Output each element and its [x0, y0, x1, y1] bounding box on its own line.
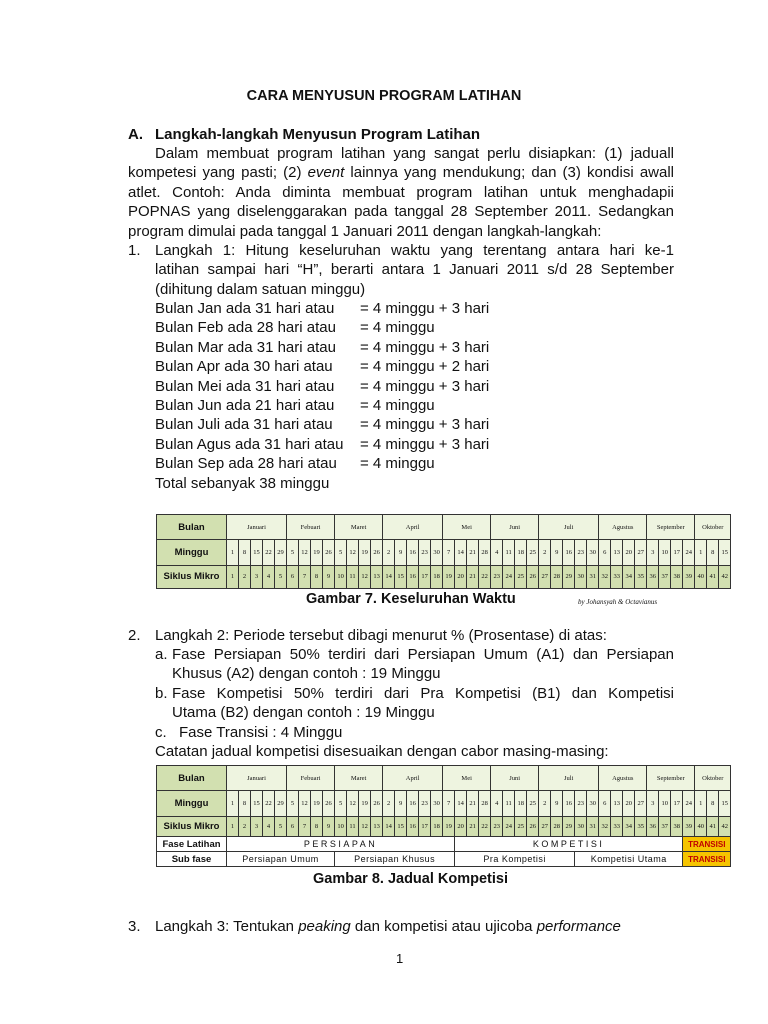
week-cell: 16 — [407, 540, 419, 565]
step1-number: 1. — [128, 242, 141, 259]
step2-item-line — [155, 684, 674, 703]
step2-line: Langkah 2: Periode tersebut dibagi menurut % (Prosentase) di atas: — [155, 627, 607, 644]
micro-cycle-cell: 41 — [707, 565, 719, 588]
micro-cycle-cell: 4 — [263, 565, 275, 588]
week-cell: 4 — [491, 540, 503, 565]
row-label-minggu: Minggu — [157, 791, 227, 816]
week-cell: 2 — [383, 791, 395, 816]
micro-cycle-cell: 7 — [299, 816, 311, 837]
micro-cycle-cell: 13 — [371, 565, 383, 588]
month-header: Agustus — [599, 766, 647, 791]
week-cell: 19 — [311, 540, 323, 565]
micro-cycle-cell: 34 — [623, 565, 635, 588]
micro-cycle-cell: 24 — [503, 816, 515, 837]
week-cell: 13 — [611, 540, 623, 565]
row-label-fase: Fase Latihan — [157, 837, 227, 852]
month-row — [155, 377, 575, 396]
week-cell: 2 — [383, 540, 395, 565]
micro-cycle-cell: 10 — [335, 816, 347, 837]
week-cell: 12 — [347, 791, 359, 816]
micro-cycle-cell: 1 — [227, 565, 239, 588]
micro-cycle-cell: 37 — [659, 565, 671, 588]
micro-cycle-cell: 33 — [611, 565, 623, 588]
micro-cycle-cell: 14 — [383, 565, 395, 588]
week-cell: 16 — [563, 540, 575, 565]
step1-line-1: Langkah 1: Hitung keseluruhan waktu yang terentang antara hari ke-1 — [155, 242, 674, 259]
month-weeks: = 4 minggu — [360, 455, 435, 473]
month-row — [155, 299, 575, 318]
para-line-3: atlet. Contoh: Anda diminta membuat program latihan untuk menghadapii — [128, 183, 674, 201]
month-weeks: = 4 minggu + 3 hari — [360, 416, 490, 434]
micro-cycle-cell: 42 — [719, 565, 731, 588]
week-cell: 28 — [479, 540, 491, 565]
month-row — [155, 357, 575, 376]
month-header: Juni — [491, 515, 539, 540]
month-header: Agustus — [599, 515, 647, 540]
week-cell: 12 — [299, 540, 311, 565]
month-header: Januari — [227, 515, 287, 540]
micro-cycle-cell: 40 — [695, 816, 707, 837]
weeks-table — [156, 514, 731, 589]
step2-item-text: Utama (B2) dengan contoh : 19 Minggu — [172, 704, 435, 722]
step2-item-label: a. — [155, 646, 168, 663]
week-cell: 5 — [287, 791, 299, 816]
micro-cycle-cell: 25 — [515, 565, 527, 588]
step2-item-text: Fase Kompetisi 50% terdiri dari Pra Kompetisi (B1) dan Kompetisi — [172, 684, 674, 702]
week-cell: 17 — [671, 540, 683, 565]
micro-cycle-cell: 10 — [335, 565, 347, 588]
month-header: September — [647, 515, 695, 540]
month-header: Juli — [539, 515, 599, 540]
week-cell: 24 — [683, 791, 695, 816]
week-cell: 18 — [515, 791, 527, 816]
week-cell: 3 — [647, 540, 659, 565]
micro-cycle-cell: 3 — [251, 816, 263, 837]
week-cell: 26 — [371, 540, 383, 565]
row-label-siklus: Siklus Mikro — [157, 816, 227, 837]
figure8-caption: Gambar 8. Jadual Kompetisi — [313, 871, 509, 887]
month-header: April — [383, 515, 443, 540]
micro-cycle-cell: 6 — [287, 816, 299, 837]
subphase-cell: Pra Kompetisi — [455, 852, 575, 867]
week-cell: 23 — [419, 540, 431, 565]
micro-cycle-cell: 29 — [563, 816, 575, 837]
week-cell: 20 — [623, 791, 635, 816]
week-cell: 25 — [527, 791, 539, 816]
month-header: Mei — [443, 515, 491, 540]
row-label-subfase: Sub fase — [157, 852, 227, 867]
month-label: Bulan Sep ada 28 hari atau — [155, 455, 337, 473]
month-label: Bulan Juli ada 31 hari atau — [155, 416, 333, 434]
micro-cycle-cell: 18 — [431, 816, 443, 837]
week-cell: 26 — [323, 791, 335, 816]
month-header: Febuari — [287, 766, 335, 791]
week-cell: 15 — [251, 540, 263, 565]
week-cell: 28 — [479, 791, 491, 816]
month-label: Bulan Mar ada 31 hari atau — [155, 338, 336, 356]
micro-cycle-cell: 12 — [359, 565, 371, 588]
week-cell: 8 — [239, 791, 251, 816]
week-cell: 19 — [359, 791, 371, 816]
micro-cycle-cell: 8 — [311, 565, 323, 588]
micro-cycle-cell: 26 — [527, 816, 539, 837]
phase-cell: KOMPETISI — [455, 837, 683, 852]
micro-cycle-cell: 39 — [683, 565, 695, 588]
subphase-cell: Persiapan Umum — [227, 852, 335, 867]
micro-cycle-cell: 35 — [635, 565, 647, 588]
micro-cycle-cell: 16 — [407, 565, 419, 588]
month-label: Bulan Feb ada 28 hari atau — [155, 319, 336, 337]
micro-cycle-cell: 36 — [647, 816, 659, 837]
month-header: Januari — [227, 766, 287, 791]
week-cell: 29 — [275, 791, 287, 816]
micro-cycle-cell: 27 — [539, 816, 551, 837]
week-cell: 30 — [431, 540, 443, 565]
para-line-1: Dalam membuat program latihan yang sangat perlu disiapkan: (1) jaduall — [155, 145, 674, 162]
week-cell: 23 — [575, 791, 587, 816]
micro-cycle-cell: 28 — [551, 565, 563, 588]
micro-cycle-cell: 2 — [239, 816, 251, 837]
month-row — [155, 454, 575, 473]
step2-item-label: b. — [155, 684, 168, 702]
micro-cycle-cell: 5 — [275, 816, 287, 837]
para-line-2: kompetesi yang pasti; (2) event lainnya yang mendukung; dan (3) kondisi awall — [128, 164, 674, 182]
step2-item-text: Fase Persiapan 50% terdiri dari Persiapan Umum (A1) dan Persiapan — [172, 646, 674, 663]
micro-cycle-cell: 23 — [491, 565, 503, 588]
micro-cycle-cell: 9 — [323, 816, 335, 837]
step2-items — [155, 645, 674, 742]
subphase-cell: Persiapan Khusus — [335, 852, 455, 867]
week-cell: 9 — [551, 540, 563, 565]
micro-cycle-cell: 3 — [251, 565, 263, 588]
month-row — [155, 435, 575, 454]
micro-cycle-cell: 13 — [371, 816, 383, 837]
week-cell: 15 — [719, 791, 731, 816]
month-header: Oktober — [695, 766, 731, 791]
micro-cycle-cell: 30 — [575, 565, 587, 588]
week-cell: 25 — [527, 540, 539, 565]
figure7-caption: Gambar 7. Keseluruhan Waktu — [306, 591, 516, 607]
micro-cycle-cell: 42 — [719, 816, 731, 837]
week-cell: 19 — [359, 540, 371, 565]
week-cell: 6 — [599, 540, 611, 565]
micro-cycle-cell: 38 — [671, 565, 683, 588]
micro-cycle-cell: 4 — [263, 816, 275, 837]
step1-text — [155, 241, 674, 299]
month-label: Bulan Jan ada 31 hari atau — [155, 300, 335, 317]
step2-item-line — [155, 664, 674, 683]
micro-cycle-cell: 23 — [491, 816, 503, 837]
week-cell: 20 — [623, 540, 635, 565]
month-header: Juni — [491, 766, 539, 791]
micro-cycle-cell: 30 — [575, 816, 587, 837]
month-label: Bulan Mei ada 31 hari atau — [155, 377, 335, 395]
week-cell: 29 — [275, 540, 287, 565]
phase-cell: PERSIAPAN — [227, 837, 455, 852]
row-label-bulan: Bulan — [157, 766, 227, 791]
step2-number: 2. — [128, 627, 141, 644]
micro-cycle-cell: 33 — [611, 816, 623, 837]
micro-cycle-cell: 35 — [635, 816, 647, 837]
step2-note: Catatan jadual kompetisi disesuaikan dengan cabor masing-masing: — [155, 743, 609, 760]
week-cell: 7 — [443, 791, 455, 816]
micro-cycle-cell: 9 — [323, 565, 335, 588]
week-cell: 3 — [647, 791, 659, 816]
month-header: September — [647, 766, 695, 791]
month-header: Juli — [539, 766, 599, 791]
week-cell: 13 — [611, 791, 623, 816]
step3-number: 3. — [128, 918, 141, 935]
section-a-paragraph — [128, 144, 674, 241]
micro-cycle-cell: 6 — [287, 565, 299, 588]
month-weeks: = 4 minggu + 3 hari — [360, 300, 490, 317]
week-cell: 17 — [671, 791, 683, 816]
month-header: Maret — [335, 766, 383, 791]
week-cell: 22 — [263, 791, 275, 816]
micro-cycle-cell: 31 — [587, 565, 599, 588]
micro-cycle-cell: 31 — [587, 816, 599, 837]
week-cell: 8 — [707, 540, 719, 565]
micro-cycle-cell: 24 — [503, 565, 515, 588]
week-cell: 12 — [347, 540, 359, 565]
month-header: Febuari — [287, 515, 335, 540]
week-cell: 26 — [323, 540, 335, 565]
subphase-cell: TRANSISI — [683, 852, 731, 867]
week-cell: 30 — [587, 540, 599, 565]
month-header: Mei — [443, 766, 491, 791]
week-cell: 14 — [455, 791, 467, 816]
month-header: April — [383, 766, 443, 791]
month-weeks: = 4 minggu + 2 hari — [360, 358, 490, 376]
month-row — [155, 318, 575, 337]
week-cell: 18 — [515, 540, 527, 565]
micro-cycle-cell: 14 — [383, 816, 395, 837]
week-cell: 27 — [635, 540, 647, 565]
step1-line-2: latihan sampai hari “H”, berarti antara 1 Januari 2011 s/d 28 September — [155, 261, 674, 279]
week-cell: 23 — [575, 540, 587, 565]
step1-line-3: (dihitung dalam satuan minggu) — [155, 280, 366, 298]
micro-cycle-cell: 16 — [407, 816, 419, 837]
week-cell: 11 — [503, 791, 515, 816]
week-cell: 24 — [683, 540, 695, 565]
week-cell: 5 — [335, 791, 347, 816]
month-label: Bulan Agus ada 31 hari atau — [155, 435, 344, 453]
week-cell: 1 — [227, 540, 239, 565]
week-cell: 22 — [263, 540, 275, 565]
micro-cycle-cell: 27 — [539, 565, 551, 588]
month-weeks: = 4 minggu — [360, 319, 435, 337]
micro-cycle-cell: 28 — [551, 816, 563, 837]
micro-cycle-cell: 12 — [359, 816, 371, 837]
micro-cycle-cell: 25 — [515, 816, 527, 837]
micro-cycle-cell: 8 — [311, 816, 323, 837]
micro-cycle-cell: 39 — [683, 816, 695, 837]
row-label-bulan: Bulan — [157, 515, 227, 540]
week-cell: 6 — [599, 791, 611, 816]
month-header: Maret — [335, 515, 383, 540]
month-row — [155, 415, 575, 434]
week-cell: 30 — [587, 791, 599, 816]
step3-line: Langkah 3: Tentukan peaking dan kompetisi atau ujicoba performance — [155, 918, 621, 935]
micro-cycle-cell: 17 — [419, 816, 431, 837]
micro-cycle-cell: 21 — [467, 816, 479, 837]
figure7-credit: by Johansyah & Octavianus — [578, 598, 658, 606]
micro-cycle-cell: 32 — [599, 565, 611, 588]
week-cell: 8 — [239, 540, 251, 565]
month-label: Bulan Jun ada 21 hari atau — [155, 397, 335, 415]
week-cell: 19 — [311, 791, 323, 816]
week-cell: 16 — [563, 791, 575, 816]
week-cell: 26 — [371, 791, 383, 816]
micro-cycle-cell: 7 — [299, 565, 311, 588]
section-a-heading: Langkah-langkah Menyusun Program Latihan — [155, 126, 481, 143]
page-title: CARA MENYUSUN PROGRAM LATIHAN — [246, 88, 522, 104]
week-cell: 9 — [395, 540, 407, 565]
week-cell: 21 — [467, 791, 479, 816]
micro-cycle-cell: 40 — [695, 565, 707, 588]
month-header: Oktober — [695, 515, 731, 540]
step2-item-line — [155, 703, 674, 722]
micro-cycle-cell: 11 — [347, 565, 359, 588]
micro-cycle-cell: 11 — [347, 816, 359, 837]
month-row — [155, 338, 575, 357]
micro-cycle-cell: 34 — [623, 816, 635, 837]
page-number: 1 — [396, 951, 404, 966]
week-cell: 1 — [227, 791, 239, 816]
micro-cycle-cell: 15 — [395, 816, 407, 837]
micro-cycle-cell: 36 — [647, 565, 659, 588]
week-cell: 4 — [491, 791, 503, 816]
week-cell: 2 — [539, 540, 551, 565]
micro-cycle-cell: 37 — [659, 816, 671, 837]
micro-cycle-cell: 38 — [671, 816, 683, 837]
week-cell: 21 — [467, 540, 479, 565]
month-weeks: = 4 minggu + 3 hari — [360, 435, 490, 453]
step2-item-text: Fase Transisi : 4 Minggu — [179, 723, 343, 741]
micro-cycle-cell: 19 — [443, 565, 455, 588]
micro-cycle-cell: 22 — [479, 565, 491, 588]
micro-cycle-cell: 19 — [443, 816, 455, 837]
micro-cycle-cell: 18 — [431, 565, 443, 588]
week-cell: 1 — [695, 540, 707, 565]
micro-cycle-cell: 29 — [563, 565, 575, 588]
micro-cycle-cell: 1 — [227, 816, 239, 837]
micro-cycle-cell: 20 — [455, 565, 467, 588]
week-cell: 9 — [551, 791, 563, 816]
micro-cycle-cell: 41 — [707, 816, 719, 837]
micro-cycle-cell: 20 — [455, 816, 467, 837]
week-cell: 30 — [431, 791, 443, 816]
subphase-cell: Kompetisi Utama — [575, 852, 683, 867]
micro-cycle-cell: 26 — [527, 565, 539, 588]
week-cell: 23 — [419, 791, 431, 816]
week-cell: 5 — [287, 540, 299, 565]
step2-item-line — [155, 645, 674, 664]
week-cell: 15 — [719, 540, 731, 565]
micro-cycle-cell: 2 — [239, 565, 251, 588]
row-label-minggu: Minggu — [157, 540, 227, 565]
micro-cycle-cell: 21 — [467, 565, 479, 588]
week-cell: 10 — [659, 791, 671, 816]
month-label: Bulan Apr ada 30 hari atau — [155, 358, 333, 376]
week-cell: 11 — [503, 540, 515, 565]
week-cell: 14 — [455, 540, 467, 565]
step2-item-line — [155, 723, 674, 742]
week-cell: 2 — [539, 791, 551, 816]
row-label-siklus: Siklus Mikro — [157, 565, 227, 588]
week-cell: 15 — [251, 791, 263, 816]
week-cell: 9 — [395, 791, 407, 816]
section-a-label: A. — [128, 126, 143, 143]
week-cell: 16 — [407, 791, 419, 816]
micro-cycle-cell: 15 — [395, 565, 407, 588]
micro-cycle-cell: 22 — [479, 816, 491, 837]
week-cell: 1 — [695, 791, 707, 816]
month-weeks: = 4 minggu + 3 hari — [360, 338, 490, 356]
schedule-table — [156, 765, 731, 867]
week-cell: 5 — [335, 540, 347, 565]
week-cell: 7 — [443, 540, 455, 565]
micro-cycle-cell: 32 — [599, 816, 611, 837]
week-cell: 8 — [707, 791, 719, 816]
step2-item-text: Khusus (A2) dengan contoh : 19 Minggu — [172, 665, 441, 683]
week-cell: 27 — [635, 791, 647, 816]
month-list — [155, 299, 575, 474]
month-weeks: = 4 minggu + 3 hari — [360, 377, 490, 395]
step2-item-label: c. — [155, 723, 167, 741]
micro-cycle-cell: 17 — [419, 565, 431, 588]
total-weeks: Total sebanyak 38 minggu — [155, 475, 330, 492]
para-line-4: POPNAS yang diselenggarakan pada tanggal 28 September 2011. Sedangkan — [128, 203, 674, 221]
para-line-5: program dimulai pada tanggal 1 Januari 2011 dengan langkah-langkah: — [128, 222, 602, 240]
micro-cycle-cell: 5 — [275, 565, 287, 588]
week-cell: 12 — [299, 791, 311, 816]
month-weeks: = 4 minggu — [360, 397, 435, 415]
phase-cell: TRANSISI — [683, 837, 731, 852]
month-row — [155, 396, 575, 415]
week-cell: 10 — [659, 540, 671, 565]
